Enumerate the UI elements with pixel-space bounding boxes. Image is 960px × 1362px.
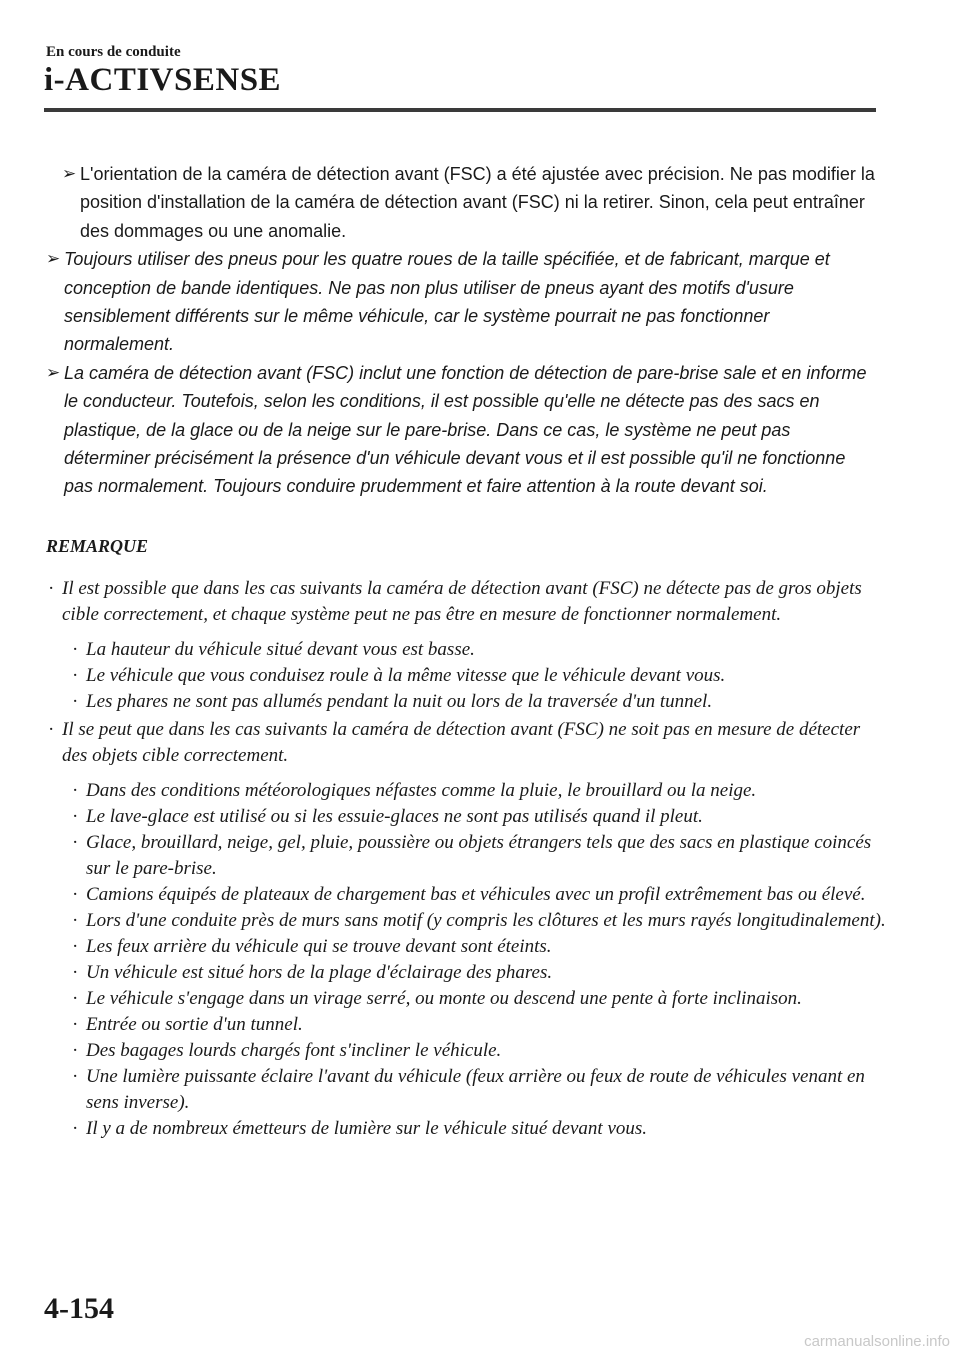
bullet-dot-icon: · <box>48 578 55 599</box>
page-number: 4-154 <box>44 1292 114 1325</box>
bullet-dot-icon: · <box>72 910 79 931</box>
sub-item-text: Le véhicule s'engage dans un virage serré, ou monte ou descend une pente à forte inclinaison. <box>86 988 802 1009</box>
warning-text: La caméra de détection avant (FSC) inclut une fonction de détection de pare-brise sale et en informe le conducteur. Toutefois, selon les conditions, il est possible qu'elle ne détecte pas des sacs en plastique, de la glace ou de la neige sur le pare-brise. Dans ce cas, le système ne peut pas déterminer précisément la présence d'un véhicule devant vous et il est possible qu'il ne fonctionne pas normalement. Toujours conduire prudemment et faire attention à la route devant soi. <box>64 362 867 497</box>
sub-item-text: Un véhicule est situé hors de la plage d'éclairage des phares. <box>86 962 553 983</box>
arrow-bullet-icon: ➢ <box>46 249 61 269</box>
sub-item-text: Les phares ne sont pas allumés pendant la nuit ou lors de la traversée d'un tunnel. <box>86 691 713 712</box>
sub-item-text: Le véhicule que vous conduisez roule à la même vitesse que le véhicule devant vous. <box>86 665 726 686</box>
sub-item <box>46 778 886 804</box>
arrow-bullet-icon: ➢ <box>46 362 61 382</box>
sub-item <box>46 637 886 663</box>
sub-item <box>46 986 886 1012</box>
warning-text: Toujours utiliser des pneus pour les quatre roues de la taille spécifiée, et de fabricant, marque et conception de bande identiques. Ne pas non plus utiliser de pneus ayant des motifs d'usure sensiblement différents sur le même véhicule, car le système pourrait ne pas fonctionner normalement. <box>64 249 830 355</box>
bullet-dot-icon: · <box>72 806 79 827</box>
bullet-dot-icon: · <box>72 832 79 853</box>
header-divider <box>44 108 876 112</box>
remarque-notes <box>46 576 886 1144</box>
bullet-dot-icon: · <box>72 936 79 957</box>
note-text: Il est possible que dans les cas suivants la caméra de détection avant (FSC) ne détecte pas de gros objets cible correctement, et chaque système peut ne pas être en mesure de fonctionner normalement. <box>62 578 862 625</box>
sub-item <box>46 1012 886 1038</box>
warning-item <box>46 245 878 359</box>
remarque-heading: REMARQUE <box>46 536 149 556</box>
bullet-dot-icon: · <box>72 665 79 686</box>
sub-item-text: Le lave-glace est utilisé ou si les essuie-glaces ne sont pas utilisés quand il pleut. <box>86 806 703 827</box>
sub-list <box>46 778 886 1142</box>
sub-item <box>46 934 886 960</box>
warning-text: L'orientation de la caméra de détection avant (FSC) a été ajustée avec précision. Ne pas modifier la position d'installation de la caméra de détection avant (FSC) ni la retirer. Sinon, cela peut entraîner des dommages ou une anomalie. <box>80 164 875 241</box>
sub-item-text: Glace, brouillard, neige, gel, pluie, poussière ou objets étrangers tels que des sacs en plastique coincés sur le pare-brise. <box>86 832 872 879</box>
note-item <box>46 576 886 628</box>
note-text: Il se peut que dans les cas suivants la caméra de détection avant (FSC) ne soit pas en mesure de détecter des objets cible correctement. <box>62 719 861 766</box>
bullet-dot-icon: · <box>72 962 79 983</box>
bullet-dot-icon: · <box>72 1118 79 1139</box>
section-label: En cours de conduite <box>46 44 181 60</box>
sub-item <box>46 960 886 986</box>
sub-item <box>46 882 886 908</box>
sub-item <box>46 689 886 715</box>
sub-item <box>46 663 886 689</box>
sub-item-text: Des bagages lourds chargés font s'incliner le véhicule. <box>86 1040 502 1061</box>
sub-item <box>46 1064 886 1116</box>
sub-item-text: La hauteur du véhicule situé devant vous est basse. <box>86 639 475 660</box>
sub-item <box>46 1116 886 1142</box>
sub-item-text: Les feux arrière du véhicule qui se trouve devant sont éteints. <box>86 936 552 957</box>
warning-list <box>46 160 878 501</box>
sub-item <box>46 804 886 830</box>
sub-item-text: Camions équipés de plateaux de chargement bas et véhicules avec un profil extrêmement bas ou élevé. <box>86 884 866 905</box>
sub-item-text: Lors d'une conduite près de murs sans motif (y compris les clôtures et les murs rayés longitudinalement). <box>86 910 886 931</box>
bullet-dot-icon: · <box>72 884 79 905</box>
warning-item <box>62 160 878 245</box>
sub-item <box>46 830 886 882</box>
sub-list <box>46 637 886 715</box>
sub-item <box>46 1038 886 1064</box>
bullet-dot-icon: · <box>72 1040 79 1061</box>
sub-item-text: Dans des conditions météorologiques néfastes comme la pluie, le brouillard ou la neige. <box>86 780 757 801</box>
sub-item <box>46 908 886 934</box>
bullet-dot-icon: · <box>72 1066 79 1087</box>
sub-item-text: Il y a de nombreux émetteurs de lumière sur le véhicule situé devant vous. <box>86 1118 648 1139</box>
page-title: i-ACTIVSENSE <box>44 62 282 98</box>
bullet-dot-icon: · <box>48 719 55 740</box>
bullet-dot-icon: · <box>72 988 79 1009</box>
sub-item-text: Une lumière puissante éclaire l'avant du véhicule (feux arrière ou feux de route de véhicules venant en sens inverse). <box>86 1066 865 1113</box>
bullet-dot-icon: · <box>72 1014 79 1035</box>
watermark: carmanualsonline.info <box>804 1333 950 1350</box>
bullet-dot-icon: · <box>72 691 79 712</box>
arrow-bullet-icon: ➢ <box>62 164 77 183</box>
bullet-dot-icon: · <box>72 780 79 801</box>
sub-item-text: Entrée ou sortie d'un tunnel. <box>86 1014 303 1035</box>
bullet-dot-icon: · <box>72 639 79 660</box>
note-item <box>46 717 886 769</box>
warning-item <box>46 359 878 501</box>
